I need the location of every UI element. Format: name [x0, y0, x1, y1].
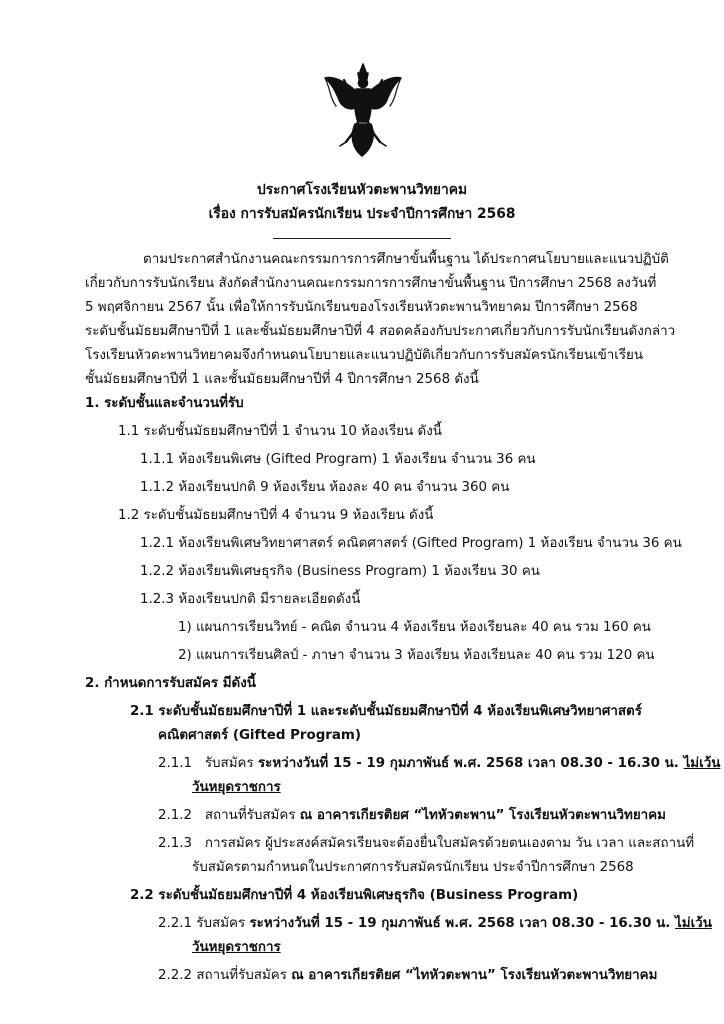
- holiday-note: ไม่เว้น: [683, 756, 721, 771]
- garuda-emblem-icon: [322, 62, 404, 158]
- holiday-note-cont: วันหยุดราชการ: [192, 940, 281, 955]
- holiday-note: ไม่เว้น: [675, 916, 712, 931]
- item-number: 2.1.3: [158, 836, 193, 851]
- announcement-subject: เรื่อง การรับสมัครนักเรียน ประจำปีการศึกษา 2568: [208, 206, 516, 222]
- item-1-2-3: 1.2.3 ห้องเรียนปกติ มีรายละเอียดดังนี้: [140, 592, 361, 607]
- item-2-1-cont: คณิตศาสตร์ (Gifted Program): [158, 728, 361, 743]
- intro-line: โรงเรียนหัวตะพานวิทยาคมจึงกำหนดนโยบายและแนวปฏิบัติเกี่ยวกับการรับสมัครนักเรียนเข้าเรียน: [85, 348, 644, 363]
- item-1-1-1: 1.1.1 ห้องเรียนพิเศษ (Gifted Program) 1 ห้องเรียน จำนวน 36 คน: [140, 452, 536, 467]
- item-2-2: 2.2 ระดับชั้นมัธยมศึกษาปีที่ 4 ห้องเรียนพิเศษธุรกิจ (Business Program): [130, 888, 579, 903]
- section-2-heading: 2. กำหนดการรับสมัคร มีดังนี้: [85, 676, 256, 691]
- application-venue: ณ อาคารเกียรติยศ “ไทหัวตะพาน” โรงเรียนหัวตะพานวิทยาคม: [291, 968, 658, 983]
- intro-line: เกี่ยวกับการรับนักเรียน สังกัดสำนักงานคณะกรรมการการศึกษาขั้นพื้นฐาน ปีการศึกษา 2568 ลงวันที่: [85, 276, 657, 291]
- item-2-1-3-cont: รับสมัครตามกำหนดในประกาศการรับสมัครนักเรียน ประจำปีการศึกษา 2568: [192, 860, 634, 875]
- item-2-2-2: [158, 964, 657, 988]
- application-period: ระหว่างวันที่ 15 - 19 กุมภาพันธ์ พ.ศ. 2568 เวลา 08.30 - 16.30 น.: [249, 916, 676, 931]
- item-label: สถานที่รับสมัคร: [204, 808, 300, 823]
- study-plan-2: 2) แผนการเรียนศิลป์ - ภาษา จำนวน 3 ห้องเรียน ห้องเรียนละ 40 คน รวม 120 คน: [178, 648, 655, 663]
- item-text: การสมัคร ผู้ประสงค์สมัครเรียนจะต้องยื่นใบสมัครด้วยตนเองตาม วัน เวลา และสถานที่: [204, 836, 695, 851]
- item-2-1-1: [158, 752, 720, 776]
- item-1-2: 1.2 ระดับชั้นมัธยมศึกษาปีที่ 4 จำนวน 9 ห้องเรียน ดังนี้: [118, 508, 434, 523]
- item-number: 2.1.2: [158, 808, 193, 823]
- application-period: ระหว่างวันที่ 15 - 19 กุมภาพันธ์ พ.ศ. 2568 เวลา 08.30 - 16.30 น.: [257, 756, 684, 771]
- application-venue: ณ อาคารเกียรติยศ “ไทหัวตะพาน” โรงเรียนหัวตะพานวิทยาคม: [299, 808, 666, 823]
- item-1-2-2: 1.2.2 ห้องเรียนพิเศษธุรกิจ (Business Program) 1 ห้องเรียน 30 คน: [140, 564, 540, 579]
- study-plan-1: 1) แผนการเรียนวิทย์ - คณิต จำนวน 4 ห้องเรียน ห้องเรียนละ 40 คน รวม 160 คน: [178, 620, 651, 635]
- holiday-note-cont: วันหยุดราชการ: [192, 780, 281, 795]
- item-1-1: 1.1 ระดับชั้นมัธยมศึกษาปีที่ 1 จำนวน 10 ห้องเรียน ดังนี้: [118, 424, 442, 439]
- item-2-1-2: [158, 804, 666, 828]
- announcement-title: ประกาศโรงเรียนหัวตะพานวิทยาคม: [256, 182, 468, 198]
- item-number: 2.1.1: [158, 756, 193, 771]
- item-label: 2.2.1 รับสมัคร: [158, 916, 250, 931]
- item-label: รับสมัคร: [204, 756, 258, 771]
- item-1-1-2: 1.1.2 ห้องเรียนปกติ 9 ห้องเรียน ห้องละ 40 คน จำนวน 360 คน: [140, 480, 510, 495]
- item-1-2-1: 1.2.1 ห้องเรียนพิเศษวิทยาศาสตร์ คณิตศาสตร์ (Gifted Program) 1 ห้องเรียน จำนวน 36 คน: [140, 536, 682, 551]
- intro-line: 5 พฤศจิกายน 2567 นั้น เพื่อให้การรับนักเรียนของโรงเรียนหัวตะพานวิทยาคม ปีการศึกษา 2568: [85, 300, 638, 315]
- item-2-1-3: [158, 832, 694, 856]
- item-2-2-1: [158, 912, 712, 936]
- intro-line: ตามประกาศสำนักงานคณะกรรมการการศึกษาขั้นพื้นฐาน ได้ประกาศนโยบายและแนวปฏิบัติ: [143, 252, 669, 267]
- item-label: 2.2.2 สถานที่รับสมัคร: [158, 968, 292, 983]
- intro-line: ระดับชั้นมัธยมศึกษาปีที่ 1 และชั้นมัธยมศึกษาปีที่ 4 สอดคล้องกับประกาศเกี่ยวกับการรับนักเรียนดังกล่าว: [85, 324, 676, 339]
- title-divider: [273, 238, 451, 239]
- section-1-heading: 1. ระดับชั้นและจำนวนที่รับ: [85, 396, 244, 411]
- intro-line: ชั้นมัธยมศึกษาปีที่ 1 และชั้นมัธยมศึกษาปีที่ 4 ปีการศึกษา 2568 ดังนี้: [85, 372, 479, 387]
- item-2-1: 2.1 ระดับชั้นมัธยมศึกษาปีที่ 1 และระดับชั้นมัธยมศึกษาปีที่ 4 ห้องเรียนพิเศษวิทยาศาสตร์: [130, 704, 642, 719]
